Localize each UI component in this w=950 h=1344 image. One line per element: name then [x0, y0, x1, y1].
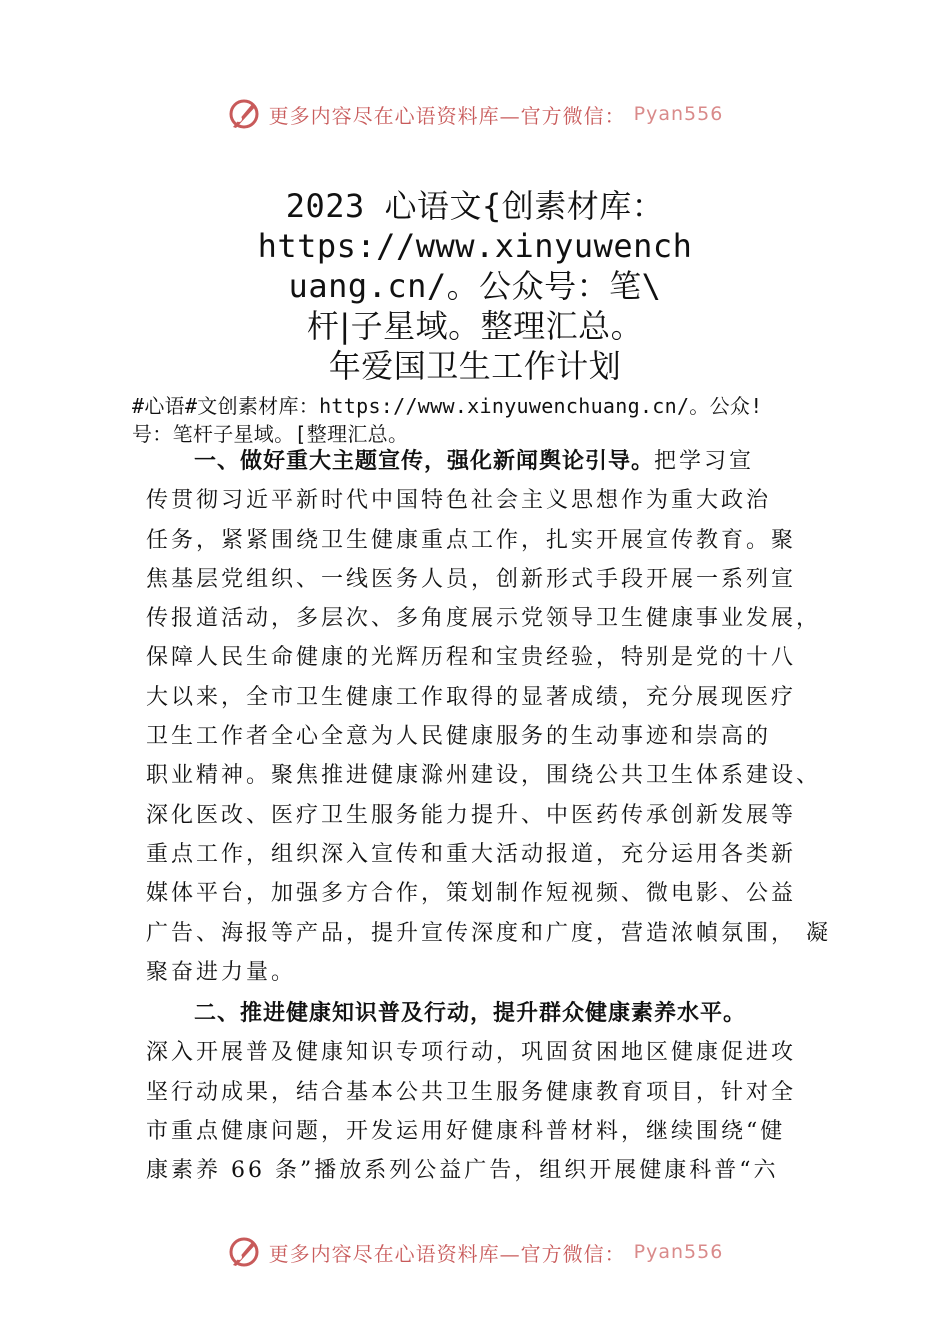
section-1-line: 广告、海报等产品，提升宣传深度和广度，营造浓幀氛围， 凝	[146, 920, 831, 946]
section-1-line: 保障人民生命健康的光辉历程和宝贵经验，特别是党的十八	[146, 645, 797, 671]
section-2-line: 康素养 66 条”播放系列公益广告，组织开展健康科普“六	[146, 1158, 779, 1184]
watermark-footer	[0, 1232, 950, 1272]
section-2	[146, 994, 826, 1190]
section-1-heading: 一、做好重大主题宣传，强化新闻舆论引导。	[194, 449, 655, 474]
section-1-line: 媒体平台，加强多方合作，策划制作短视频、微电影、公益	[146, 881, 797, 907]
watermark-text: 更多内容尽在心语资料库—官方微信：	[268, 1241, 626, 1266]
section-1-line: 卫生工作者全心全意为人民健康服务的生动事迹和崇高的	[146, 724, 772, 750]
document-title	[150, 186, 800, 386]
section-1-first-line	[146, 442, 826, 481]
section-1-line-0: 把学习宣	[654, 449, 755, 474]
section-2-line: 坚行动成果，结合基本公共卫生服务健康教育项目，针对全	[146, 1079, 797, 1105]
section-1-line: 深化医改、医疗卫生服务能力提升、中医药传承创新发展等	[146, 802, 797, 828]
quill-logo-icon	[227, 1235, 261, 1269]
source-line-1: #心语#文创素材库：https://www.xinyuwenchuang.cn/。公众!	[132, 394, 763, 418]
section-1-line: 大以来，全市卫生健康工作取得的显著成绩，充分展现医疗	[146, 684, 797, 710]
watermark-wechat-id: Pyan556	[633, 103, 724, 125]
watermark-text: 更多内容尽在心语资料库—官方微信：	[268, 103, 626, 128]
section-1-line: 重点工作，组织深入宣传和重大活动报道，充分运用各类新	[146, 841, 797, 867]
section-2-line: 市重点健康问题，开发运用好健康科普材料，继续围绕“健	[146, 1118, 786, 1144]
section-1-line: 任务，紧紧围绕卫生健康重点工作，扎实开展宣传教育。聚	[146, 527, 797, 553]
section-2-heading: 二、推进健康知识普及行动，提升群众健康素养水平。	[194, 1001, 747, 1026]
section-1-line: 职业精神。聚焦推进健康滁州建设，围绕公共卫生体系建设、	[146, 763, 822, 789]
title-line-1: 2023 心语文{创素材库：	[285, 187, 665, 225]
watermark-wechat-id: Pyan556	[633, 1241, 724, 1263]
title-line-4: 杆|子星域。整理汇总。	[306, 307, 644, 345]
title-line-2: https://www.xinyuwench	[257, 227, 693, 265]
section-1	[146, 442, 831, 992]
section-1-line: 传报道活动，多层次、多角度展示党领导卫生健康事业发展，	[146, 606, 822, 632]
watermark-header	[0, 94, 950, 134]
title-line-5: 年爱国卫生工作计划	[328, 347, 622, 385]
section-2-line: 深入开展普及健康知识专项行动，巩固贫困地区健康促进攻	[146, 1040, 797, 1066]
quill-logo-icon	[227, 97, 261, 131]
title-line-3: uang.cn/。公众号：笔\	[288, 267, 662, 305]
section-1-line: 传贯彻习近平新时代中国特色社会主义思想作为重大政治	[146, 488, 772, 514]
section-1-line: 聚奋进力量。	[146, 959, 297, 985]
section-1-line: 焦基层党组织、一线医务人员，创新形式手段开展一系列宣	[146, 566, 797, 592]
section-2-heading-line	[146, 994, 826, 1033]
source-line-2: 号：笔杆子星域。[整理汇总。	[132, 422, 409, 446]
